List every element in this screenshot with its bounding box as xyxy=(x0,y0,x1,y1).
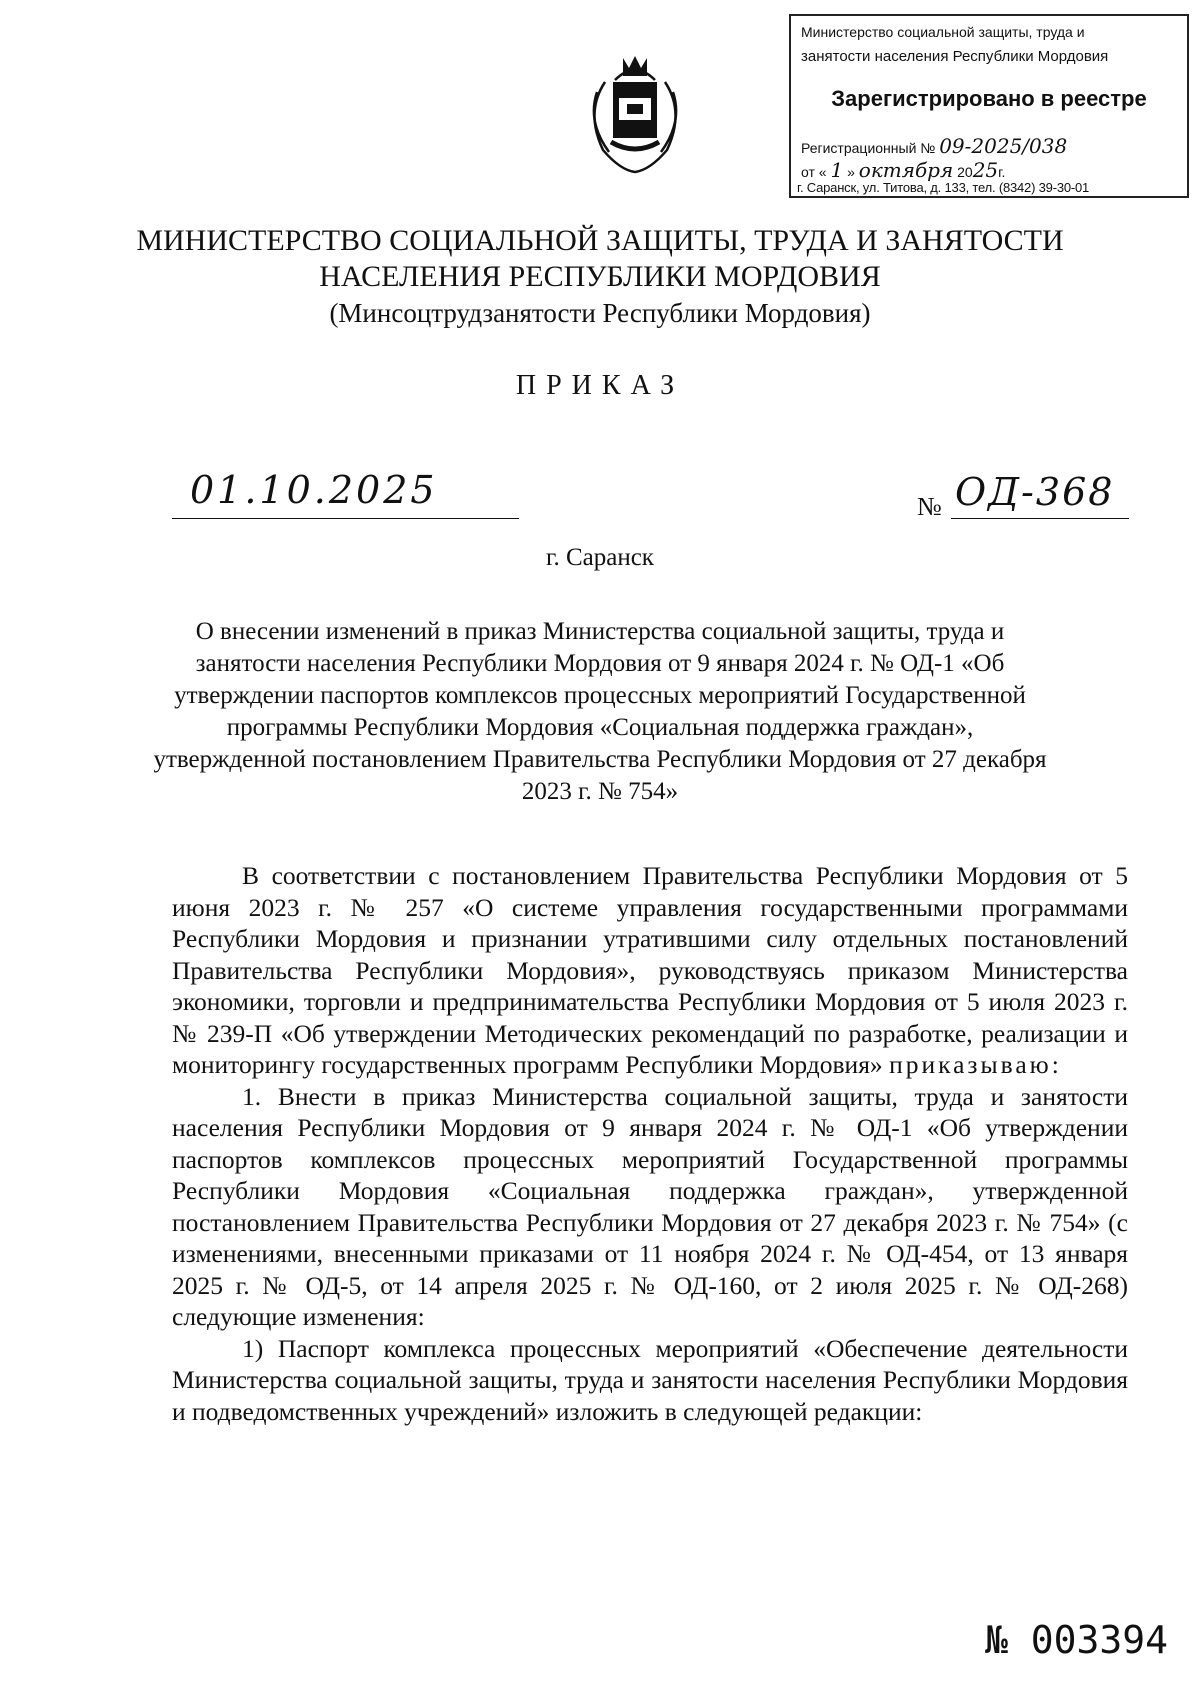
stamp-date-suffix: г. xyxy=(998,164,1006,180)
stamp-date-year-suffix: 25 xyxy=(972,158,999,182)
stamp-date-mid: » xyxy=(847,164,855,180)
body-paragraph-1: 1. Внести в приказ Министерства социальной защиты, труда и занятости населения Республики Мордовия от 9 января 2024 г. № ОД-1 «Об утверждении паспортов комплексов процессных мероприятий Государственной программы Республики Мордовия «Социальная поддержка граждан», утвержденной постановлением Правительства Республики Мордовия от 27 декабря 2023 г. № 754» (с изменениями, внесенными приказами от 11 ноября 2024 г. № ОД-454, от 13 января 2025 г. № ОД-5, от 14 апреля 2025 г. № ОД-160, от 2 июля 2025 г. № ОД-268) следующие изменения: xyxy=(172,1081,1128,1331)
preamble-text: В соответствии с постановлением Правительства Республики Мордовия от 5 июня 2023 г. № 257 «О системе управления государственными программами Республики Мордовия и признании утратившими силу отдельных постановлений Правительства Республики Мордовия», руководствуясь приказом Министерства экономики, торговли и предпринимательства Республики Мордовия от 5 июля 2023 г. № 239-П «Об утверждении Методических рекомендаций по разработке, реализации и мониторингу государственных программ Республики Мордовия» xyxy=(172,861,1128,1079)
stamp-date-prefix: от « xyxy=(801,164,827,180)
stamp-org-line2: занятости населения Республики Мордовия xyxy=(801,48,1109,65)
form-serial-number: № 003394 xyxy=(985,1618,1169,1662)
stamp-address: г. Саранск, ул. Титова, д. 133, тел. (8342) 39-30-01 xyxy=(797,180,1090,195)
order-body xyxy=(172,860,1128,1427)
ministry-name-line2: НАСЕЛЕНИЯ РЕСПУБЛИКИ МОРДОВИЯ xyxy=(319,260,881,293)
body-paragraph-1-1: 1) Паспорт комплекса процессных мероприятий «Обеспечение деятельности Министерства социальной защиты, труда и занятости населения Республики Мордовия и подведомственных учреждений» изложить в следующей редакции: xyxy=(172,1333,1128,1426)
order-number-underline xyxy=(951,518,1129,519)
coat-of-arms-icon xyxy=(575,52,695,176)
order-number: ОД-368 xyxy=(955,470,1115,514)
stamp-reg-label: Регистрационный № xyxy=(801,140,936,156)
stamp-date-day: 1 xyxy=(830,158,844,182)
stamp-reg-number: 09-2025/038 xyxy=(939,134,1068,158)
ministry-short-name: (Минсоцтрудзанятости Республики Мордовия) xyxy=(329,298,871,328)
document-type: ПРИКАЗ xyxy=(515,370,685,401)
stamp-date-row xyxy=(801,158,1005,182)
order-number-sign: № xyxy=(917,492,942,521)
registry-stamp xyxy=(789,14,1189,198)
stamp-date-month: октября xyxy=(858,158,954,182)
city: г. Саранск xyxy=(546,544,654,571)
ministry-name-line1: МИНИСТЕРСТВО СОЦИАЛЬНОЙ ЗАЩИТЫ, ТРУДА И ЗАНЯТОСТИ xyxy=(136,224,1064,257)
order-date-underline xyxy=(172,518,519,519)
stamp-reg-row xyxy=(801,134,1067,158)
stamp-registered: Зарегистрировано в реестре xyxy=(831,86,1147,111)
order-date: 01.10.2025 xyxy=(190,468,438,512)
stamp-org-line1: Министерство социальной защиты, труда и xyxy=(801,24,1085,40)
body-paragraph-preamble xyxy=(172,860,1128,1081)
stamp-date-year-prefix: 20 xyxy=(957,164,973,180)
preamble-command: приказываю: xyxy=(889,1050,1062,1079)
order-title: О внесении изменений в приказ Министерства социальной защиты, труда и занятости населения Республики Мордовия от 9 января 2024 г. № ОД-1 «Об утверждении паспортов комплексов процессных мероприятий Государственной программы Республики Мордовия «Социальная поддержка граждан», утвержденной постановлением Правительства Республики Мордовия от 27 декабря 2023 г. № 754» xyxy=(153,618,1047,805)
